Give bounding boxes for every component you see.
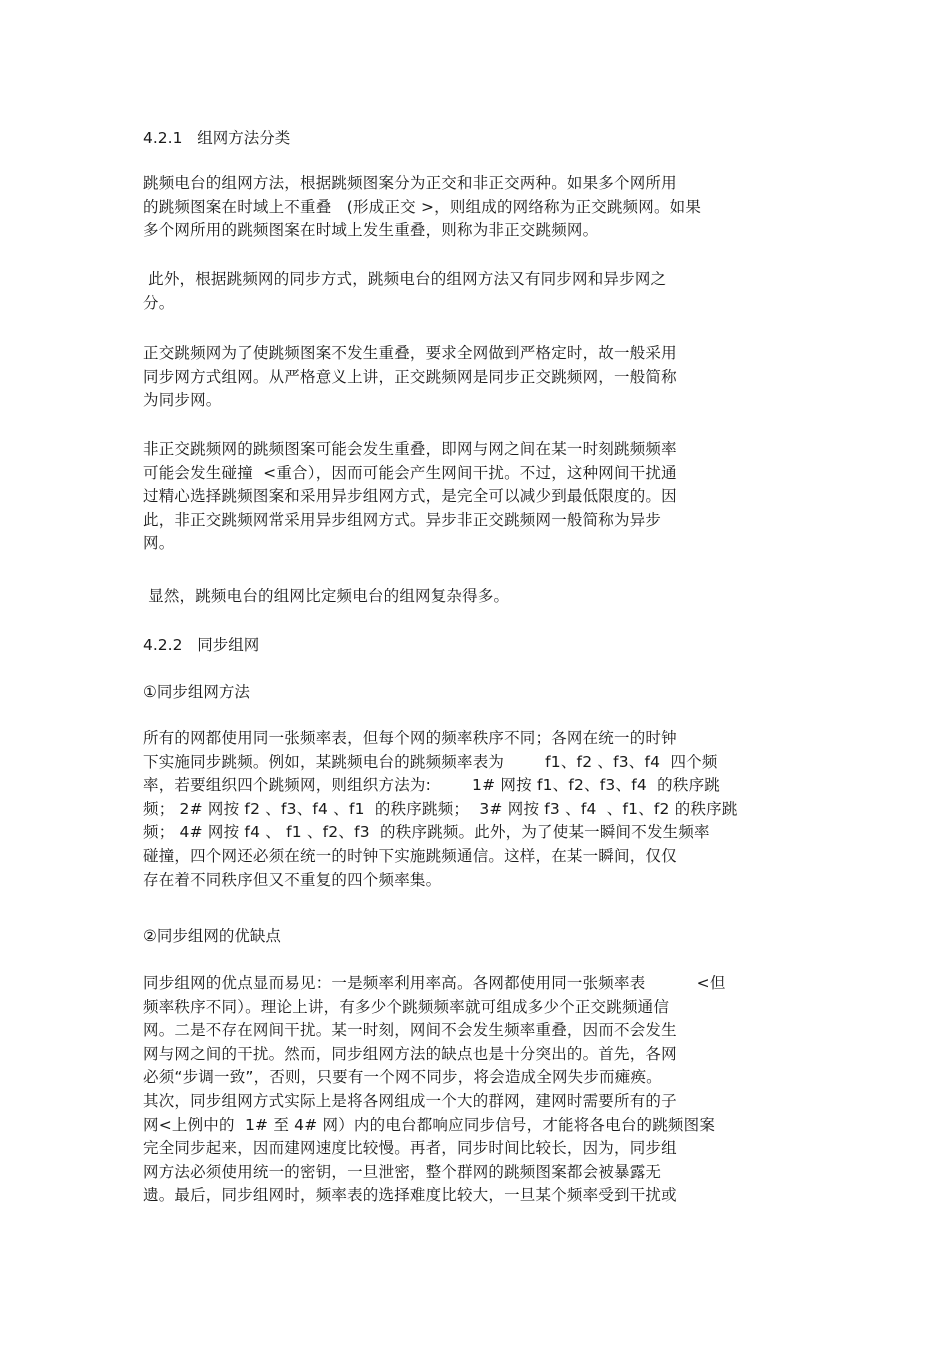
paragraph-line: 此外，根据跳频网的同步方式，跳频电台的组网方法又有同步网和异步网之 — [143, 270, 667, 288]
paragraph-line: 网<上例中的 1# 至 4# 网）内的电台都响应同步信号，才能将各电台的跳频图案 — [143, 1115, 716, 1134]
paragraph-line: 过精心选择跳频图案和采用异步组网方式，是完全可以减少到最低限度的。因 — [143, 487, 677, 506]
paragraph-line: 频； 2# 网按 f2 、f3、f4 、f1 的秩序跳频； 3# 网按 f3 、f4 、f1、f2 的秩序跳 — [143, 799, 738, 818]
paragraph-line: 所有的网都使用同一张频率表，但每个网的频率秩序不同；各网在统一的时钟 — [143, 729, 677, 747]
paragraph-3 — [143, 342, 677, 413]
paragraph-line: 跳频电台的组网方法，根据跳频图案分为正交和非正交两种。如果多个网所用 — [143, 174, 677, 192]
paragraph-line: 网与网之间的干扰。然而，同步组网方法的缺点也是十分突出的。首先，各网 — [143, 1044, 677, 1063]
paragraph-7 — [143, 972, 726, 1208]
paragraph-line: 同步网方式组网。从严格意义上讲，正交跳频网是同步正交跳频网，一般简称 — [143, 367, 677, 386]
paragraph-line: 的跳频图案在时域上不重叠 (形成正交 >，则组成的网络称为正交跳频网。如果 — [143, 197, 702, 216]
paragraph-2 — [143, 268, 666, 315]
paragraph-6 — [143, 727, 738, 892]
paragraph-5 — [143, 585, 509, 609]
paragraph-line: 网。二是不存在网间干扰。某一时刻，网间不会发生频率重叠，因而不会发生 — [143, 1021, 677, 1040]
section-heading-4-2-2: 4.2.2 同步组网 — [143, 636, 260, 654]
paragraph-line: 频； 4# 网按 f4 、 f1 、f2、f3 的秩序跳频。此外，为了使某一瞬间不发生频率 — [143, 823, 710, 842]
paragraph-4 — [143, 438, 677, 556]
paragraph-line: 此，非正交跳频网常采用异步组网方式。异步非正交跳频网一般简称为异步 — [143, 510, 662, 529]
paragraph-line: 可能会发生碰撞 <重合），因而可能会产生网间干扰。不过，这种网间干扰通 — [143, 463, 677, 482]
section-heading-4-2-1: 4.2.1 组网方法分类 — [143, 129, 291, 147]
paragraph-line: 频率秩序不同）。理论上讲，有多少个跳频频率就可组成多少个正交跳频通信 — [143, 997, 670, 1016]
paragraph-line: 为同步网。 — [143, 391, 222, 410]
subheading-sync-method: ①同步组网方法 — [143, 683, 250, 701]
paragraph-line: 网。 — [143, 534, 175, 553]
paragraph-line: 分。 — [143, 293, 175, 312]
paragraph-line: 下实施同步跳频。例如，某跳频电台的跳频频率表为 f1、f2 、f3、f4 四个频 — [143, 752, 718, 771]
paragraph-line: 率，若要组织四个跳频网，则组织方法为: 1# 网按 f1、f2、f3、f4 的秩序跳 — [143, 776, 720, 795]
subheading-sync-pros-cons: ②同步组网的优缺点 — [143, 927, 281, 945]
paragraph-line: 非正交跳频网的跳频图案可能会发生重叠，即网与网之间在某一时刻跳频频率 — [143, 440, 677, 458]
paragraph-line: 存在着不同秩序但又不重复的四个频率集。 — [143, 870, 442, 889]
paragraph-1 — [143, 172, 701, 243]
paragraph-line: 多个网所用的跳频图案在时域上发生重叠，则称为非正交跳频网。 — [143, 221, 599, 240]
paragraph-line: 网方法必须使用统一的密钥，一旦泄密，整个群网的跳频图案都会被暴露无 — [143, 1162, 662, 1181]
paragraph-line: 其次，同步组网方式实际上是将各网组成一个大的群网，建网时需要所有的子 — [143, 1091, 677, 1110]
paragraph-line: 正交跳频网为了使跳频图案不发生重叠，要求全网做到严格定时，故一般采用 — [143, 344, 677, 362]
paragraph-line: 同步组网的优点显而易见：一是频率利用率高。各网都使用同一张频率表 <但 — [143, 974, 726, 992]
paragraph-line: 碰撞，四个网还必须在统一的时钟下实施跳频通信。这样，在某一瞬间，仅仅 — [143, 846, 677, 865]
paragraph-line: 必须“步调一致”，否则，只要有一个网不同步，将会造成全网失步而瘫痪。 — [143, 1068, 662, 1087]
paragraph-line: 遗。最后，同步组网时，频率表的选择难度比较大，一旦某个频率受到干扰或 — [143, 1186, 677, 1205]
paragraph-line: 显然，跳频电台的组网比定频电台的组网复杂得多。 — [143, 587, 510, 605]
paragraph-line: 完全同步起来，因而建网速度比较慢。再者，同步时间比较长，因为，同步组 — [143, 1139, 677, 1158]
